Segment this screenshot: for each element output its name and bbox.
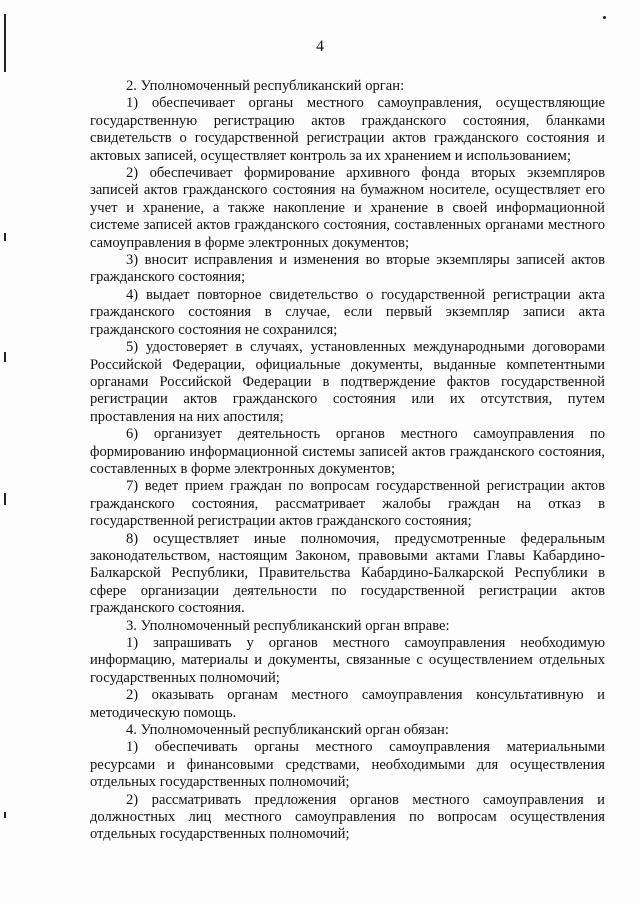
page-number: 4: [316, 38, 324, 55]
paragraph: 4) выдает повторное свидетельство о государственной регистрации акта гражданского состояния в случае, если первый экземпляр записи акта гражданского состояния не сохранился;: [90, 286, 605, 338]
paragraph: 3. Уполномоченный республиканский орган вправе:: [126, 617, 450, 634]
paragraph: 1) обеспечивает органы местного самоуправления, осуществляющие государственную регистрацию актов гражданского состояния, бланками свидетельств о государственной регистрации актов гражданского состояния и актовых записей, осуществляет контроль за их хранением и использованием;: [90, 95, 605, 164]
scan-edge-mark: [4, 233, 6, 241]
paragraph: 2. Уполномоченный республиканский орган:: [126, 78, 405, 94]
paragraph: 5) удостоверяет в случаях, установленных международными договорами Российской Федерации, официальные документы, выданные компетентными органами Российской Федерации в подтверждение фактов государственной регистрации актов гражданского состояния или их отсутствия, путем проставления на них апостиля;: [90, 339, 605, 425]
paragraph: 8) осуществляет иные полномочия, предусмотренные федеральным законодательством, настоящим Законом, правовыми актами Главы Кабардино-Балкарской Республики, Правительства Кабардино-Балкарской Республики в сфере организации деятельности по государственной регистрации актов гражданского состояния.: [90, 530, 605, 617]
paragraph: 6) организует деятельность органов местного самоуправления по формированию информационной системы записей актов гражданского состояния, составленных в форме электронных документов;: [90, 426, 605, 477]
paragraph: 1) обеспечивать органы местного самоуправления материальными ресурсами и финансовыми средствами, необходимыми для осуществления отдельных государственных полномочий;: [90, 739, 605, 791]
paragraph: 2) рассматривать предложения органов местного самоуправления и должностных лиц местного самоуправления по вопросам осуществления отдельных государственных полномочий;: [90, 791, 605, 843]
scan-edge-mark: [4, 812, 6, 818]
document-body: [90, 78, 605, 844]
scan-speck: [603, 16, 606, 19]
paragraph: 1) запрашивать у органов местного самоуправления необходимую информацию, материалы и документы, связанные с осуществлением отдельных государственных полномочий;: [90, 635, 605, 686]
paragraph: 7) ведет прием граждан по вопросам государственной регистрации актов гражданского состояния, рассматривает жалобы граждан на отказ в государственной регистрации актов гражданского состояния;: [90, 478, 605, 530]
scan-edge-mark: [4, 493, 6, 505]
paragraph: 2) обеспечивает формирование архивного фонда вторых экземпляров записей актов гражданского состояния на бумажном носителе, осуществляет его учет и хранение, а также накопление и хранение в своей информационной системе записей актов гражданского состояния, составленных органами местного самоуправления в форме электронных документов;: [90, 165, 605, 251]
paragraph: 4. Уполномоченный республиканский орган обязан:: [126, 722, 449, 739]
scan-edge-mark: [4, 352, 6, 362]
paragraph: 3) вносит исправления и изменения во вторые экземпляры записей актов гражданского состояния;: [90, 252, 605, 286]
paragraph: 2) оказывать органам местного самоуправления консультативную и методическую помощь.: [90, 687, 605, 721]
